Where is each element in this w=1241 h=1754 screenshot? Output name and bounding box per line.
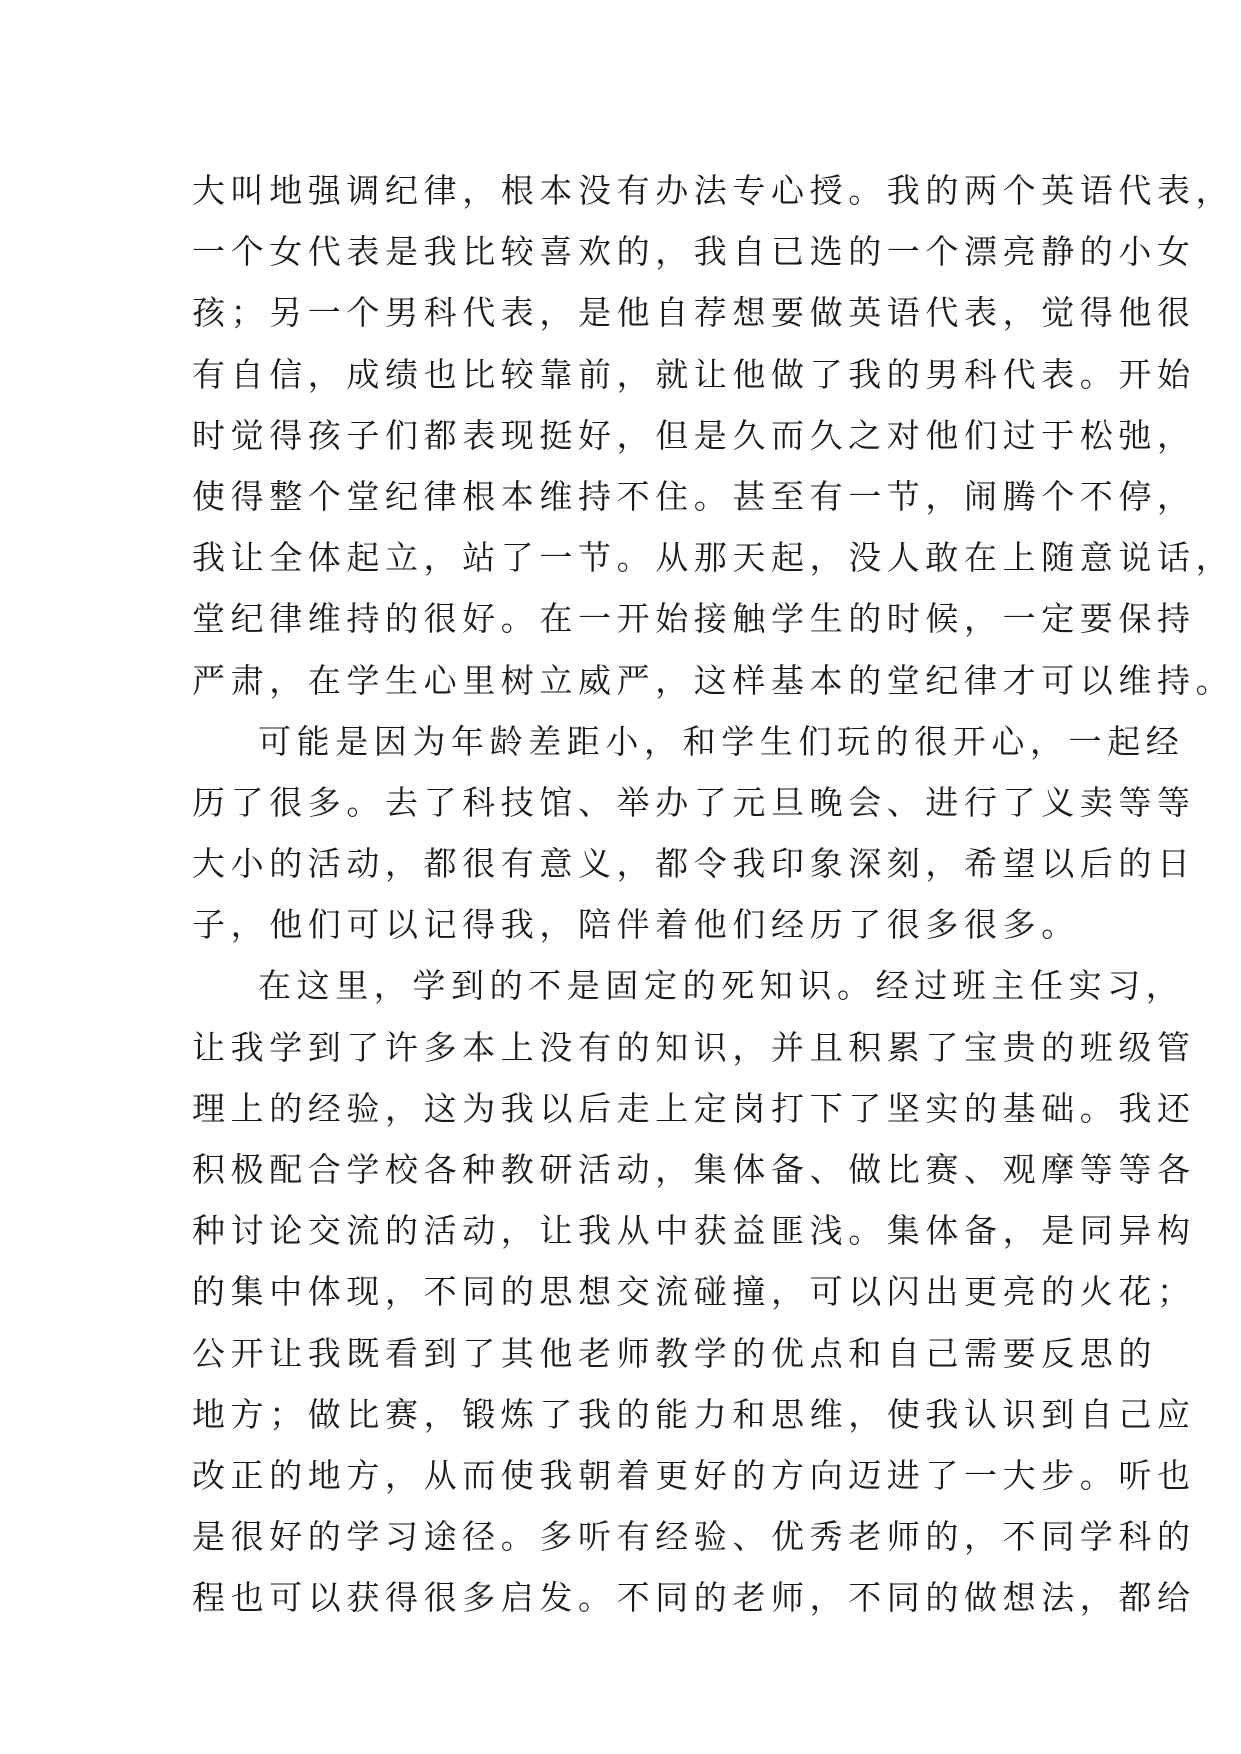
paragraph-start-line: 可能是因为年龄差距小，和学生们玩的很开心，一起经 — [258, 721, 1185, 761]
text-line: 的集中体现，不同的思想交流碰撞，可以闪出更亮的火花； — [192, 1272, 1196, 1312]
text-line: 有自信，成绩也比较靠前，就让他做了我的男科代表。开始 — [192, 354, 1196, 394]
text-line: 孩；另一个男科代表，是他自荐想要做英语代表，觉得他很 — [192, 293, 1196, 333]
text-line: 地方；做比赛，锻炼了我的能力和思维，使我认识到自己应 — [192, 1394, 1196, 1434]
text-line: 一个女代表是我比较喜欢的，我自已选的一个漂亮静的小女 — [192, 232, 1196, 272]
text-line: 大叫地强调纪律，根本没有办法专心授。我的两个英语代表， — [192, 171, 1235, 210]
text-line: 积极配合学校各种教研活动，集体备、做比赛、观摩等等各 — [192, 1150, 1196, 1189]
text-line: 子，他们可以记得我，陪伴着他们经历了很多很多。 — [192, 905, 1080, 945]
text-line: 我让全体起立，站了一节。从那天起，没人敢在上随意说话， — [192, 538, 1235, 578]
text-line: 大小的活动，都很有意义，都令我印象深刻，希望以后的日 — [192, 844, 1196, 884]
text-line: 程也可以获得很多启发。不同的老师，不同的做想法，都给 — [192, 1578, 1196, 1618]
text-line: 使得整个堂纪律根本维持不住。甚至有一节，闹腾个不停， — [192, 476, 1196, 516]
text-line: 堂纪律维持的很好。在一开始接触学生的时候，一定要保持 — [192, 599, 1196, 639]
text-line: 历了很多。去了科技馆、举办了元旦晚会、进行了义卖等等 — [192, 782, 1196, 822]
text-line: 公开让我既看到了其他老师教学的优点和自己需要反思的 — [192, 1333, 1157, 1373]
text-line: 理上的经验，这为我以后走上定岗打下了坚实的基础。我还 — [192, 1088, 1196, 1128]
text-line: 改正的地方，从而使我朝着更好的方向迈进了一大步。听也 — [192, 1455, 1196, 1495]
paragraph-start-line: 在这里，学到的不是固定的死知识。经过班主任实习， — [258, 966, 1185, 1006]
text-line: 严肃，在学生心里树立威严，这样基本的堂纪律才可以维持。 — [192, 660, 1235, 700]
body-text — [192, 160, 1235, 1629]
text-line: 时觉得孩子们都表现挺好，但是久而久之对他们过于松弛， — [192, 415, 1196, 455]
text-line: 是很好的学习途径。多听有经验、优秀老师的，不同学科的 — [192, 1517, 1196, 1557]
text-line: 让我学到了许多本上没有的知识，并且积累了宝贵的班级管 — [192, 1027, 1196, 1067]
text-line: 种讨论交流的活动，让我从中获益匪浅。集体备，是同异构 — [192, 1211, 1196, 1251]
